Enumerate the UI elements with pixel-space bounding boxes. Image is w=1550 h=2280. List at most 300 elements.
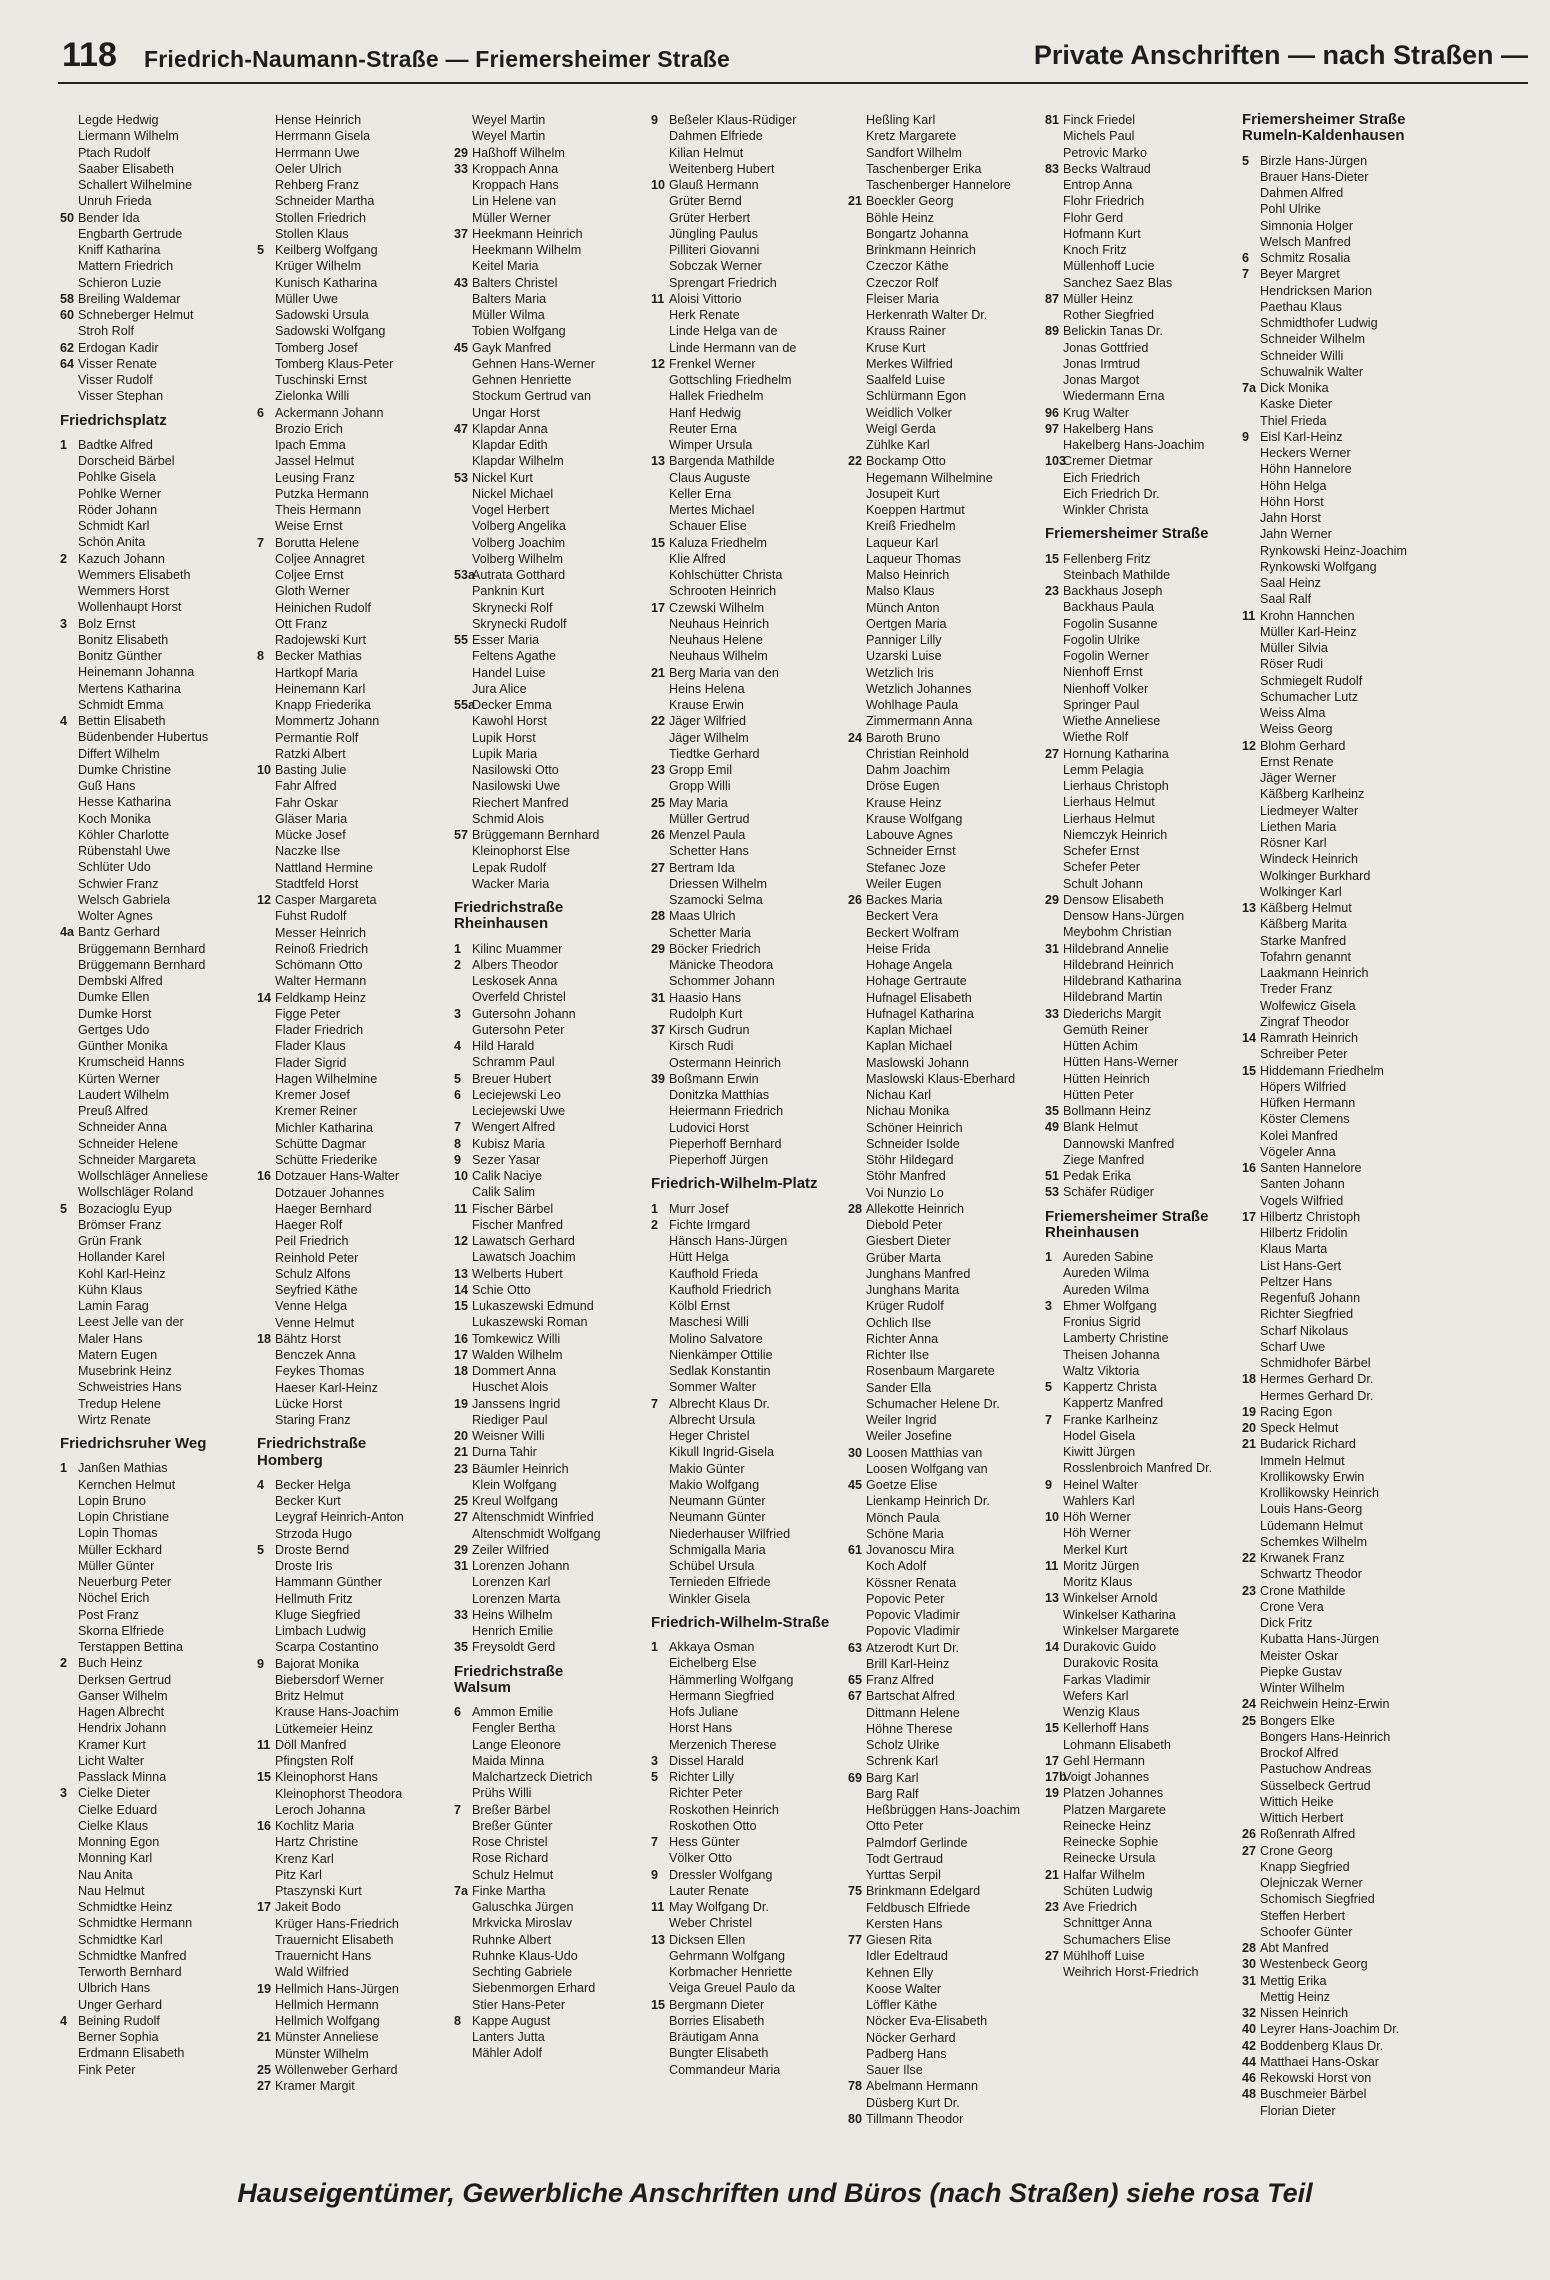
resident-entry: [651, 1266, 848, 1282]
resident-name: Knapp Siegfried: [1260, 1859, 1350, 1874]
resident-name: Nienhoff Volker: [1063, 681, 1149, 696]
house-number: [454, 1997, 472, 2013]
resident-name: Barg Karl: [866, 1770, 919, 1785]
house-number: [60, 258, 78, 274]
house-number: 5: [454, 1071, 462, 1086]
resident-name: Bettin Elisabeth: [78, 714, 166, 728]
resident-name: Decker Emma: [472, 698, 552, 712]
resident-name: Borutta Helene: [275, 535, 360, 550]
house-number: [60, 583, 78, 599]
house-number: [1242, 1891, 1260, 1907]
house-number: [848, 973, 866, 989]
resident-name: Tiedtke Gerhard: [669, 746, 760, 761]
house-number: [1242, 315, 1260, 331]
resident-name: Lorenzen Marta: [472, 1591, 561, 1606]
resident-entry: [257, 1721, 454, 1737]
resident-name: Breiling Waldemar: [78, 291, 181, 306]
house-number: [257, 258, 275, 274]
resident-entry: [60, 502, 257, 518]
house-number: [1045, 1330, 1063, 1346]
resident-name: Putzka Hermann: [275, 486, 369, 501]
resident-entry: [1045, 405, 1242, 421]
resident-name: Hütten Hans-Werner: [1063, 1055, 1179, 1070]
house-number: [1045, 210, 1063, 226]
house-number: [257, 1493, 275, 1509]
house-number: [60, 1152, 78, 1168]
house-number: [454, 210, 472, 226]
house-number: [651, 1948, 669, 1964]
resident-entry: [651, 1461, 848, 1477]
house-number: 25: [257, 2062, 272, 2077]
resident-name: Kroppach Hans: [472, 178, 559, 192]
house-number: 25: [651, 795, 666, 810]
house-number: 6: [257, 405, 265, 420]
house-number: [1242, 1518, 1260, 1534]
resident-entry: [1045, 340, 1242, 356]
resident-name: Jura Alice: [472, 681, 527, 696]
resident-entry: [60, 1103, 257, 1119]
house-number: [848, 1233, 866, 1249]
resident-entry: [848, 1250, 1045, 1266]
resident-name: Yurttas Serpil: [866, 1868, 941, 1882]
house-number: [454, 1818, 472, 1834]
house-number: [60, 1590, 78, 1606]
house-number: 16: [1242, 1161, 1257, 1175]
resident-name: Klapdar Edith: [472, 438, 548, 452]
resident-entry: [848, 2013, 1045, 2029]
resident-entry: [848, 1802, 1045, 1818]
house-number: [848, 665, 866, 681]
resident-entry: [60, 1997, 257, 2013]
resident-entry: [848, 486, 1045, 502]
resident-name: Kaske Dieter: [1260, 397, 1333, 412]
house-number: 9: [454, 1152, 462, 1167]
house-number: [848, 1753, 866, 1769]
resident-name: Gehrmann Wolfgang: [669, 1948, 785, 1963]
house-number: [60, 1379, 78, 1395]
resident-entry: [1045, 1168, 1242, 1184]
house-number: [651, 925, 669, 941]
resident-name: Dembski Alfred: [78, 974, 163, 988]
resident-entry: [651, 1006, 848, 1022]
resident-entry: [454, 1119, 651, 1135]
house-number: [651, 372, 669, 388]
house-number: [1045, 1087, 1063, 1103]
resident-name: Schommer Johann: [669, 974, 775, 989]
resident-entry: [1045, 1265, 1242, 1281]
resident-entry: [651, 1655, 848, 1671]
resident-name: Merkes Wilfried: [866, 356, 953, 371]
resident-name: Crone Vera: [1260, 1599, 1324, 1614]
resident-name: Gropp Willi: [669, 779, 731, 794]
resident-name: Dicksen Ellen: [669, 1932, 746, 1947]
resident-name: Gloth Werner: [275, 584, 350, 599]
resident-name: Kniff Katharina: [78, 243, 161, 257]
resident-name: Venne Helga: [275, 1299, 348, 1314]
resident-entry: [257, 1786, 454, 1802]
resident-entry: [1242, 543, 1432, 559]
resident-name: Wefers Karl: [1063, 1688, 1129, 1703]
resident-entry: [848, 1461, 1045, 1477]
resident-entry: [651, 1249, 848, 1265]
resident-name: Beining Rudolf: [78, 2013, 160, 2028]
resident-name: Fuhst Rudolf: [275, 909, 347, 924]
house-number: [60, 1802, 78, 1818]
house-number: [257, 1786, 275, 1802]
resident-entry: [60, 1590, 257, 1606]
resident-name: Ludovici Horst: [669, 1120, 749, 1135]
house-number: [60, 145, 78, 161]
resident-name: Lin Helene van: [472, 194, 557, 209]
resident-entry: [848, 193, 1045, 209]
resident-name: Wittich Heike: [1260, 1794, 1334, 1809]
resident-entry: [1045, 583, 1242, 599]
resident-name: Cielke Dieter: [78, 1786, 151, 1801]
resident-entry: [257, 1802, 454, 1818]
resident-name: Scharf Nikolaus: [1260, 1323, 1349, 1338]
resident-entry: [257, 1201, 454, 1217]
street-heading: Walsum: [454, 1678, 511, 1696]
house-number: 33: [1045, 1006, 1060, 1021]
house-number: [257, 957, 275, 973]
resident-name: Meybohm Christian: [1063, 925, 1172, 940]
resident-name: Nienhoff Ernst: [1063, 665, 1143, 680]
house-number: [1242, 1111, 1260, 1127]
resident-name: Staring Franz: [275, 1413, 351, 1427]
resident-entry: [848, 1575, 1045, 1591]
house-number: [1242, 786, 1260, 802]
resident-entry: [1045, 1672, 1242, 1688]
resident-entry: [848, 453, 1045, 469]
resident-name: Schmidt Emma: [78, 697, 164, 712]
house-number: [848, 1656, 866, 1672]
resident-name: Bolz Ernst: [78, 616, 136, 631]
resident-name: Schoofer Günter: [1260, 1924, 1353, 1939]
house-number: [454, 242, 472, 258]
resident-entry: [60, 551, 257, 567]
house-number: [60, 827, 78, 843]
house-number: 4: [60, 2013, 68, 2028]
resident-name: Kreiß Friedhelm: [866, 519, 956, 534]
house-number: 23: [651, 763, 666, 777]
resident-entry: [651, 1688, 848, 1704]
house-number: [848, 567, 866, 583]
house-number: [651, 388, 669, 404]
house-number: [651, 1136, 669, 1152]
resident-entry: [848, 405, 1045, 421]
resident-name: Maas Ulrich: [669, 909, 736, 924]
resident-name: Kaplan Michael: [866, 1023, 953, 1037]
house-number: 18: [257, 1331, 272, 1346]
resident-entry: [651, 453, 848, 469]
resident-name: Hallek Friedhelm: [669, 389, 764, 404]
resident-name: Cielke Eduard: [78, 1802, 158, 1817]
resident-entry: [1242, 234, 1432, 250]
resident-name: Dick Fritz: [1260, 1616, 1313, 1630]
resident-name: Wengert Alfred: [472, 1120, 556, 1135]
resident-entry: [848, 1835, 1045, 1851]
house-number: [1045, 1704, 1063, 1720]
resident-name: Pitz Karl: [275, 1867, 322, 1882]
resident-name: Schneberger Helmut: [78, 308, 194, 322]
resident-entry: [1242, 851, 1432, 867]
house-number: [1242, 348, 1260, 364]
house-number: 5: [60, 1201, 68, 1216]
resident-entry: [1045, 1412, 1242, 1428]
resident-name: Basting Julie: [275, 763, 347, 777]
house-number: [60, 323, 78, 339]
house-number: [257, 1071, 275, 1087]
resident-entry: [1242, 218, 1432, 234]
house-number: [848, 2046, 866, 2062]
house-number: [1045, 1802, 1063, 1818]
house-number: [1045, 1688, 1063, 1704]
resident-entry: [1242, 1648, 1432, 1664]
resident-name: Handel Luise: [472, 665, 546, 680]
house-number: 21: [848, 194, 863, 209]
house-number: [848, 210, 866, 226]
resident-name: Krollikowsky Erwin: [1260, 1469, 1365, 1484]
house-number: [848, 535, 866, 551]
house-number: [454, 112, 472, 128]
resident-entry: [257, 453, 454, 469]
resident-name: Scarpa Costantino: [275, 1640, 379, 1655]
house-number: [651, 1152, 669, 1168]
house-number: [1045, 973, 1063, 989]
resident-entry: [454, 388, 651, 404]
resident-name: Grüber Marta: [866, 1250, 941, 1265]
street-heading: Rheinhausen: [454, 915, 549, 933]
resident-entry: [848, 697, 1045, 713]
house-number: [454, 1591, 472, 1607]
house-number: [651, 1704, 669, 1720]
resident-entry: [1045, 1834, 1242, 1850]
resident-entry: [257, 518, 454, 534]
house-number: [1242, 1599, 1260, 1615]
resident-entry: [454, 1574, 651, 1590]
house-number: [1242, 185, 1260, 201]
resident-name: Platzen Margarete: [1063, 1802, 1166, 1817]
spacer: [1045, 543, 1242, 551]
resident-entry: [60, 145, 257, 161]
resident-entry: [848, 600, 1045, 616]
resident-entry: [60, 469, 257, 485]
resident-entry: [651, 1363, 848, 1379]
resident-entry: [257, 1623, 454, 1639]
resident-name: Schlürmann Egon: [866, 389, 967, 404]
resident-entry: [454, 1201, 651, 1217]
resident-name: Menzel Paula: [669, 828, 746, 842]
resident-name: Bähtz Horst: [275, 1331, 341, 1346]
resident-name: Hiddemann Friedhelm: [1260, 1063, 1384, 1078]
resident-entry: [651, 1672, 848, 1688]
house-number: [1242, 1355, 1260, 1371]
house-number: [257, 323, 275, 339]
house-number: 8: [454, 1136, 462, 1151]
resident-entry: [1242, 1843, 1432, 1859]
directory-column: [257, 112, 454, 2148]
house-number: [1242, 1241, 1260, 1257]
resident-entry: [257, 437, 454, 453]
resident-name: Schmidtke Manfred: [78, 1948, 187, 1963]
house-number: [1045, 1460, 1063, 1476]
resident-entry: [1242, 2103, 1432, 2119]
resident-name: Sprengart Friedrich: [669, 275, 777, 290]
resident-entry: [1045, 1964, 1242, 1980]
house-number: 20: [454, 1429, 469, 1443]
resident-name: Schrenk Karl: [866, 1754, 939, 1769]
house-number: [257, 1704, 275, 1720]
resident-entry: [848, 892, 1045, 908]
resident-name: Kaufhold Frieda: [669, 1266, 758, 1281]
resident-entry: [1242, 478, 1432, 494]
resident-name: Radojewski Kurt: [275, 633, 366, 647]
resident-entry: [1045, 323, 1242, 339]
house-number: [60, 1071, 78, 1087]
resident-name: Heger Christel: [669, 1429, 750, 1443]
resident-entry: [257, 1412, 454, 1428]
resident-name: Walter Hermann: [275, 974, 367, 989]
resident-entry: [1045, 908, 1242, 924]
house-number: [60, 811, 78, 827]
resident-name: Farkas Vladimir: [1063, 1672, 1151, 1687]
house-number: 83: [1045, 161, 1060, 176]
resident-name: Wiedermann Erna: [1063, 389, 1165, 404]
house-number: 46: [1242, 2071, 1257, 2085]
resident-entry: [1045, 161, 1242, 177]
house-number: [651, 778, 669, 794]
house-number: [848, 177, 866, 193]
resident-entry: [60, 1460, 257, 1476]
house-number: [1242, 1680, 1260, 1696]
house-number: 55: [454, 633, 469, 647]
resident-name: Schramm Paul: [472, 1055, 555, 1070]
resident-entry: [651, 1103, 848, 1119]
resident-entry: [651, 941, 848, 957]
house-number: [651, 1850, 669, 1866]
resident-entry: [257, 1233, 454, 1249]
resident-entry: [1045, 746, 1242, 762]
house-number: 19: [257, 1981, 272, 1996]
resident-name: Ipach Emma: [275, 438, 346, 452]
resident-entry: [60, 567, 257, 583]
resident-entry: [651, 388, 848, 404]
resident-name: Winkelser Katharina: [1063, 1607, 1176, 1622]
house-number: [257, 210, 275, 226]
resident-name: Brauer Hans-Dieter: [1260, 169, 1369, 184]
resident-entry: [1045, 762, 1242, 778]
house-number: [454, 307, 472, 323]
resident-entry: [651, 2029, 848, 2045]
house-number: [1045, 924, 1063, 940]
resident-name: Steinbach Mathilde: [1063, 567, 1171, 582]
resident-name: Altenschmidt Wolfgang: [472, 1526, 601, 1541]
resident-entry: [60, 908, 257, 924]
house-number: [848, 1038, 866, 1054]
house-number: [1242, 705, 1260, 721]
resident-name: Sobczak Werner: [669, 259, 762, 274]
house-number: [651, 1120, 669, 1136]
resident-entry: [257, 1282, 454, 1298]
resident-name: Breßer Günter: [472, 1818, 553, 1833]
resident-name: Schreiber Peter: [1260, 1047, 1348, 1062]
resident-name: Wimper Ursula: [669, 438, 753, 452]
house-number: [257, 1916, 275, 1932]
resident-name: Overfeld Christel: [472, 990, 566, 1005]
resident-entry: [651, 1347, 848, 1363]
resident-name: Linde Hermann van de: [669, 340, 797, 355]
resident-entry: [60, 1477, 257, 1493]
house-number: [848, 876, 866, 892]
house-number: [848, 1315, 866, 1331]
resident-entry: [651, 1298, 848, 1314]
house-number: 12: [651, 356, 666, 371]
resident-name: Schön Anita: [78, 535, 146, 550]
resident-entry: [651, 843, 848, 859]
house-number: [257, 1038, 275, 1054]
resident-name: Todt Gertraud: [866, 1851, 944, 1866]
house-number: [257, 502, 275, 518]
house-number: [454, 1867, 472, 1883]
house-number: [454, 1217, 472, 1233]
resident-entry: [1242, 283, 1432, 299]
resident-name: Kiwitt Jürgen: [1063, 1445, 1136, 1459]
resident-name: Kaplan Michael: [866, 1039, 953, 1054]
resident-entry: [848, 323, 1045, 339]
resident-name: Winkler Christa: [1063, 503, 1149, 517]
house-number: [848, 795, 866, 811]
resident-entry: [454, 1850, 651, 1866]
resident-name: Stroh Rolf: [78, 324, 134, 339]
resident-name: Schauer Elise: [669, 519, 747, 534]
resident-name: Fleiser Maria: [866, 291, 939, 306]
house-number: [848, 437, 866, 453]
resident-entry: [1045, 193, 1242, 209]
house-number: [848, 1428, 866, 1444]
resident-entry: [1242, 1973, 1432, 1989]
house-number: [1242, 770, 1260, 786]
house-number: [454, 713, 472, 729]
resident-entry: [651, 1802, 848, 1818]
resident-entry: [257, 1038, 454, 1054]
resident-name: Bungter Elisabeth: [669, 2046, 769, 2061]
resident-entry: [848, 1932, 1045, 1948]
resident-name: Dittmann Helene: [866, 1705, 960, 1720]
house-number: [848, 1721, 866, 1737]
resident-name: Nöchel Erich: [78, 1591, 150, 1606]
resident-name: Krauss Rainer: [866, 324, 946, 339]
resident-entry: [1242, 1258, 1432, 1274]
house-number: 6: [454, 1087, 462, 1102]
resident-entry: [848, 1022, 1045, 1038]
house-number: [1045, 226, 1063, 242]
resident-name: Boßmann Erwin: [669, 1071, 759, 1086]
resident-name: Stefanec Joze: [866, 860, 946, 875]
resident-name: Heiermann Friedrich: [669, 1104, 784, 1119]
resident-entry: [454, 1006, 651, 1022]
resident-name: Fronius Sigrid: [1063, 1315, 1141, 1329]
house-number: [257, 388, 275, 404]
resident-entry: [257, 193, 454, 209]
house-number: [651, 128, 669, 144]
resident-entry: [1242, 1160, 1432, 1176]
resident-entry: [1045, 1493, 1242, 1509]
house-number: [848, 2095, 866, 2111]
resident-name: Pfingsten Rolf: [275, 1754, 354, 1768]
resident-name: Makio Wolfgang: [669, 1477, 760, 1492]
resident-name: Speck Helmut: [1260, 1421, 1339, 1435]
resident-entry: [651, 1818, 848, 1834]
